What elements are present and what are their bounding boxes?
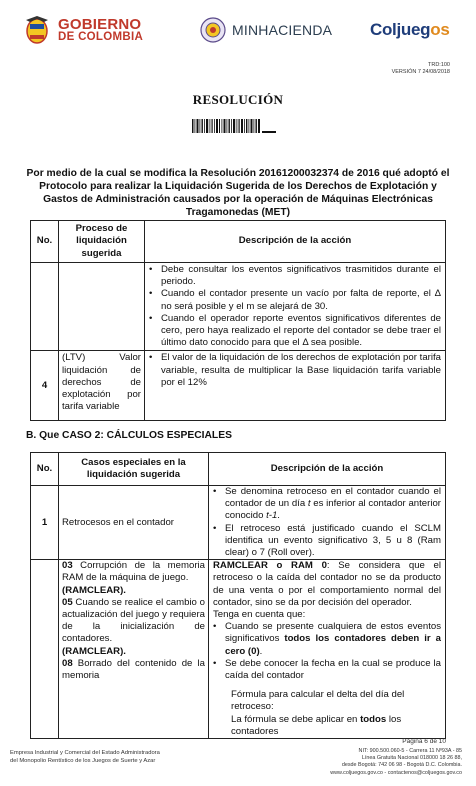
formula-line-2: La fórmula se debe aplicar en todos los contadores <box>231 713 402 737</box>
trd-code: TRD:100 <box>427 62 450 68</box>
row-no <box>31 560 59 739</box>
resolution-subject: Por medio de la cual se modifica la Resolución 20161200032374 de 2016 qué adoptó el Protocolo para realizar la Liquidación Sugerida de los Derechos de Explotación y Gastos de Administración causados por la operación de Máquinas Electrónicas Tragamonedas (MET) <box>26 168 450 218</box>
ramclear-label: (RAMCLEAR). <box>62 645 126 657</box>
table-header-row <box>31 453 446 486</box>
doc-meta <box>392 62 450 76</box>
barcode-underline <box>262 131 276 133</box>
gobierno-line2: DE COLOMBIA <box>58 30 144 43</box>
table-row <box>31 263 446 351</box>
coljuegos-accent: os <box>430 20 450 39</box>
row-descripcion: RAMCLEAR o RAM 0: Se considera que el retroceso o la caída del contador no se da producto de una venta o por el comportamiento normal del contador, sino se da por decisión del operador. Tenga en cuenta que: • Cuando se presente cualquiera de estos eventos significativos todos los contadores deben ir a cero (0). • Se debe conocer la fecha en la cual se produce la caída del contador Fórmula para calcular el delta del día del retroceso: La fórmula se debe aplicar en todos los contadores <box>209 560 446 739</box>
list-item: • El retroceso está justificado cuando el SCLM identifica un evento significativo 3, 5 u 8 (Ram clear) o 7 (Roll over). <box>213 523 441 560</box>
footer-right-line: desde Bogotá: 742 06 98 - Bogotá D.C. Colombia. <box>341 762 462 769</box>
header-logos <box>22 10 462 50</box>
footer-right-line: Línea Gratuita Nacional 018000 18 26 88, <box>361 755 462 762</box>
minhacienda-emblem-icon <box>200 17 226 43</box>
header-descripcion: Descripción de la acción <box>145 221 446 263</box>
table-row <box>31 486 446 560</box>
footer-right-line: NIT: 900.500.060-5 - Carrera 11 Nº93A - 85 <box>358 748 462 754</box>
header-no: No. <box>31 221 59 263</box>
barcode-icon <box>192 119 260 133</box>
special-cases-table <box>30 452 446 739</box>
footer-right <box>330 748 462 777</box>
ramclear-term: RAMCLEAR o RAM 0 <box>213 560 327 572</box>
header-no: No. <box>31 453 59 486</box>
table-header-row <box>31 221 446 263</box>
list-item: • Debe consultar los eventos significativos trasmitidos durante el periodo. <box>149 264 441 288</box>
row-caso: Retrocesos en el contador <box>59 486 209 560</box>
header-casos: Casos especiales en la liquidación sugerida <box>59 453 209 486</box>
row-descripcion <box>145 263 446 351</box>
header-proceso: Proceso de liquidación sugerida <box>59 221 145 263</box>
list-item: • Cuando se presente cualquiera de estos eventos significativos todos los contadores deben ir a cero (0). <box>213 621 441 658</box>
colombia-coat-of-arms-icon <box>22 14 52 46</box>
row-caso: 03 Corrupción de la memoria RAM de la máquina de juego. (RAMCLEAR). 05 Cuando se realice el cambio o actualización del juego y requiera de la inicialización de contadores. (RAMCLEAR). 08 Borrado del contenido de la memoria <box>59 560 209 739</box>
row-proceso <box>59 263 145 351</box>
list-item: • Cuando el operador reporte eventos significativos diferentes de cero, pero haya realizado el reporte del contador se debe traer el último dato conocido para que el Δ sea posible. <box>149 313 441 350</box>
row-descripcion <box>145 351 446 421</box>
coljuegos-logo <box>370 20 449 40</box>
row-no: 4 <box>31 351 59 421</box>
document-title: RESOLUCIÓN <box>192 92 284 107</box>
section-heading: B. Que CASO 2: CÁLCULOS ESPECIALES <box>26 430 232 441</box>
version-code: VERSIÓN 7 24/08/2018 <box>391 69 450 75</box>
code-08: 08 <box>62 657 73 669</box>
row-no: 1 <box>31 486 59 560</box>
formula-line-1: Fórmula para calcular el delta del día del retroceso: <box>231 689 405 713</box>
row-descripcion <box>209 486 446 560</box>
table-row <box>31 351 446 421</box>
list-item: • Se debe conocer la fecha en la cual se produce la caída del contador <box>213 658 441 682</box>
minhacienda-text: MINHACIENDA <box>232 22 333 38</box>
footer-right-line: www.coljuegos.gov.co - contactenos@coljuegos.gov.co <box>330 769 462 776</box>
liquidation-process-table <box>30 220 446 421</box>
footer-left-line: Empresa Industrial y Comercial del Estado Administradora <box>10 750 160 756</box>
gobierno-logo <box>22 14 182 46</box>
minhacienda-logo <box>200 17 360 43</box>
row-no <box>31 263 59 351</box>
gobierno-line1: GOBIERNO <box>58 15 142 33</box>
footer-left <box>10 749 160 765</box>
page-number: Página 6 de 10 <box>402 738 446 745</box>
ramclear-label: (RAMCLEAR). <box>62 584 126 596</box>
header-descripcion: Descripción de la acción <box>209 453 446 486</box>
footer-left-line: del Monopolio Rentístico de los Juegos de Suerte y Azar <box>10 758 156 764</box>
code-03: 03 <box>62 560 73 572</box>
note-label: Tenga en cuenta que: <box>213 609 306 621</box>
coljuegos-main: Coljueg <box>370 20 431 39</box>
list-item: • Se denomina retroceso en el contador cuando el contador de un día t es inferior al contador anterior conocido t-1. <box>213 486 441 523</box>
table-row <box>31 560 446 739</box>
list-item: • El valor de la liquidación de los derechos de explotación por tarifa variable, resulta de multiplicar la Base liquidación tarifa variable por el 12% <box>149 352 441 389</box>
row-proceso: (LTV) Valor liquidación de derechos de explotación por tarifa variable <box>59 351 145 421</box>
list-item: • Cuando el contador presente un vacío por falta de reporte, el Δ no será posible y el m se alejará de 30. <box>149 288 441 312</box>
code-05: 05 <box>62 596 73 608</box>
